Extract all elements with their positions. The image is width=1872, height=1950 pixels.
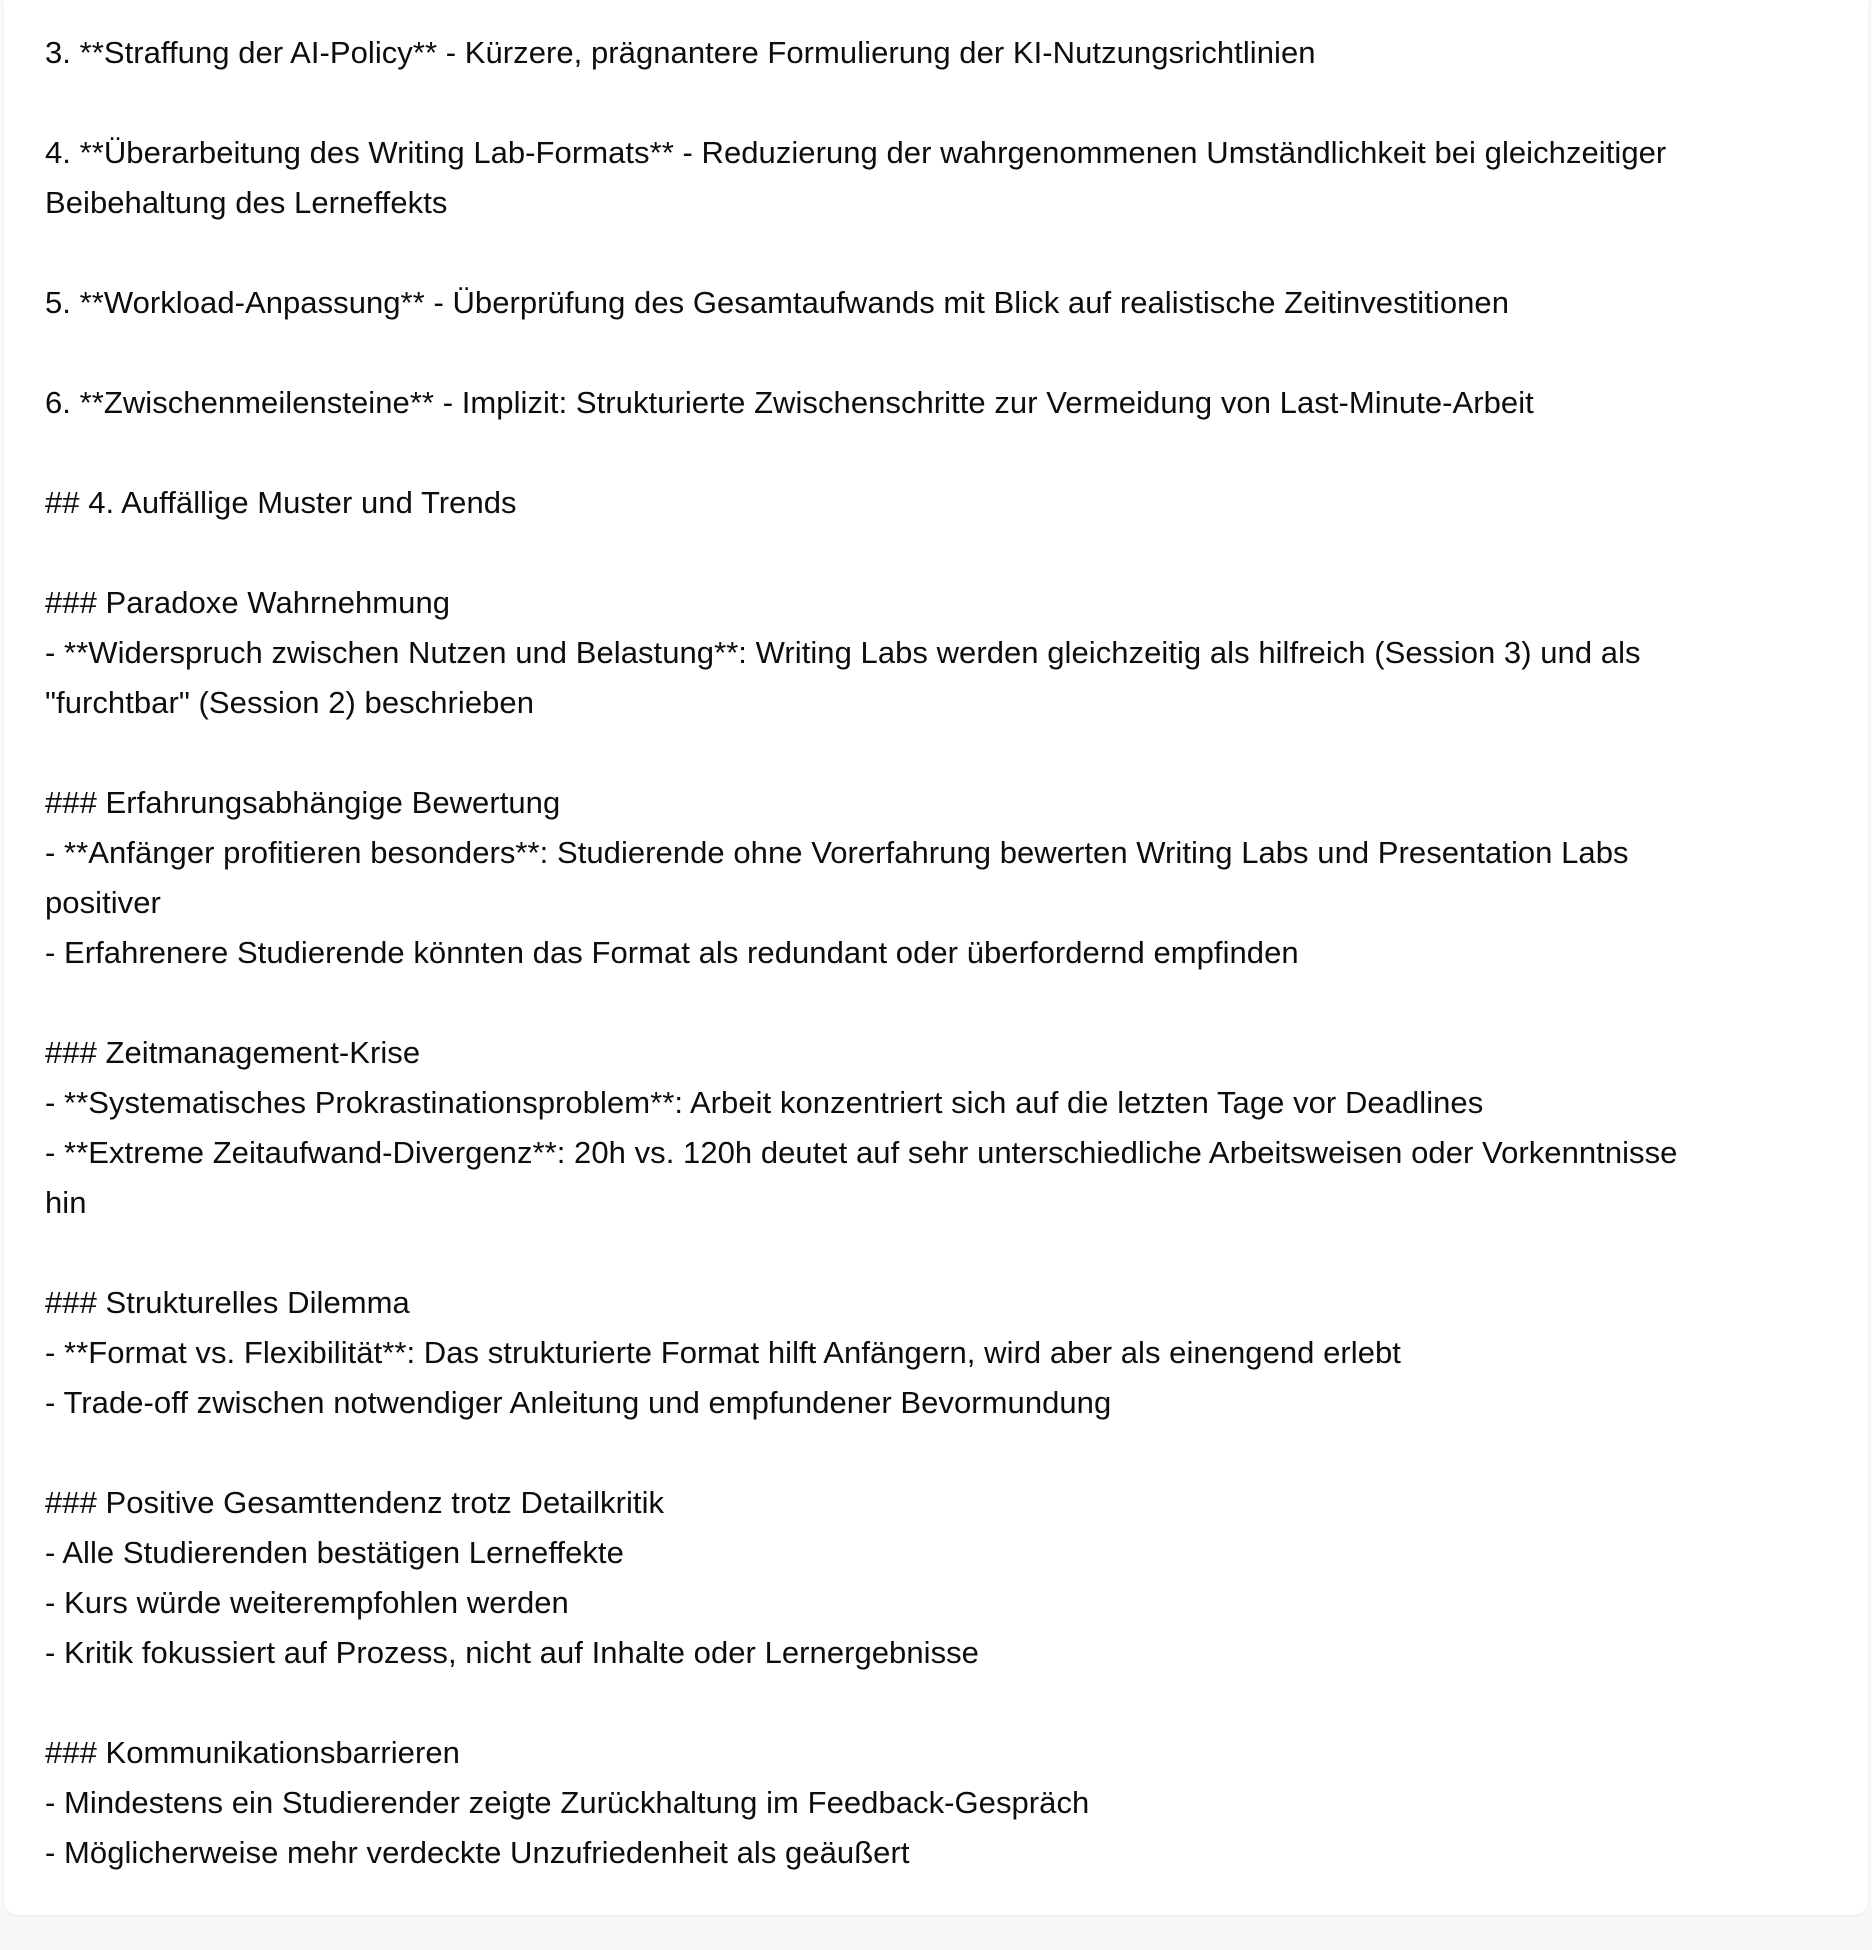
bullet-item: - Mindestens ein Studierender zeigte Zurückhaltung im Feedback-Gespräch <box>45 1785 1090 1820</box>
subheading-erfahrungsabhaengige-bewertung: ### Erfahrungsabhängige Bewertung <box>45 785 561 820</box>
list-item-6: 6. **Zwischenmeilensteine** - Implizit: Strukturierte Zwischenschritte zur Vermeidung von Last-Minute-Arbeit <box>45 385 1534 420</box>
section-heading: ## 4. Auffällige Muster und Trends <box>45 485 517 520</box>
bullet-item-continued: "furchtbar" (Session 2) beschrieben <box>45 685 535 720</box>
bullet-item: - **Extreme Zeitaufwand-Divergenz**: 20h vs. 120h deutet auf sehr unterschiedliche Arbeitsweisen oder Vorkenntnisse <box>45 1135 1678 1170</box>
subheading-positive-gesamttendenz: ### Positive Gesamttendenz trotz Detailkritik <box>45 1485 665 1520</box>
bullet-item: - **Format vs. Flexibilität**: Das strukturierte Format hilft Anfängern, wird aber als einengend erlebt <box>45 1335 1401 1370</box>
blank-line <box>45 1228 1845 1278</box>
blank-line <box>45 1678 1845 1728</box>
bullet-item: - Möglicherweise mehr verdeckte Unzufriedenheit als geäußert <box>45 1835 910 1870</box>
blank-line <box>45 228 1845 278</box>
bullet-item: - Kurs würde weiterempfohlen werden <box>45 1585 569 1620</box>
subheading-paradoxe-wahrnehmung: ### Paradoxe Wahrnehmung <box>45 585 451 620</box>
bullet-item: - **Widerspruch zwischen Nutzen und Belastung**: Writing Labs werden gleichzeitig als hilfreich (Session 3) und als <box>45 635 1641 670</box>
list-item-3: 3. **Straffung der AI-Policy** - Kürzere, prägnantere Formulierung der KI-Nutzungsrichtlinien <box>45 35 1316 70</box>
blank-line <box>45 728 1845 778</box>
subheading-kommunikationsbarrieren: ### Kommunikationsbarrieren <box>45 1735 460 1770</box>
message-card <box>4 0 1868 1915</box>
blank-line <box>45 1428 1845 1478</box>
bullet-item: - Alle Studierenden bestätigen Lerneffekte <box>45 1535 624 1570</box>
blank-line <box>45 528 1845 578</box>
subheading-strukturelles-dilemma: ### Strukturelles Dilemma <box>45 1285 410 1320</box>
bullet-item: - Erfahrenere Studierende könnten das Format als redundant oder überfordernd empfinden <box>45 935 1299 970</box>
list-item-5: 5. **Workload-Anpassung** - Überprüfung des Gesamtaufwands mit Blick auf realistische Zeitinvestitionen <box>45 285 1510 320</box>
bullet-item: - Trade-off zwischen notwendiger Anleitung und empfundener Bevormundung <box>45 1385 1112 1420</box>
message-content <box>45 28 1845 1878</box>
bullet-item: - Kritik fokussiert auf Prozess, nicht auf Inhalte oder Lernergebnisse <box>45 1635 979 1670</box>
blank-line <box>45 428 1845 478</box>
list-item-4: 4. **Überarbeitung des Writing Lab-Formats** - Reduzierung der wahrgenommenen Umständlichkeit bei gleichzeitiger <box>45 135 1667 170</box>
bullet-item-continued: hin <box>45 1185 87 1220</box>
blank-line <box>45 978 1845 1028</box>
bullet-item-continued: positiver <box>45 885 161 920</box>
bullet-item: - **Anfänger profitieren besonders**: Studierende ohne Vorerfahrung bewerten Writing Labs und Presentation Labs <box>45 835 1629 870</box>
subheading-zeitmanagement-krise: ### Zeitmanagement-Krise <box>45 1035 421 1070</box>
bullet-item: - **Systematisches Prokrastinationsproblem**: Arbeit konzentriert sich auf die letzten Tage vor Deadlines <box>45 1085 1484 1120</box>
list-item-4-continued: Beibehaltung des Lerneffekts <box>45 185 448 220</box>
blank-line <box>45 328 1845 378</box>
blank-line <box>45 78 1845 128</box>
